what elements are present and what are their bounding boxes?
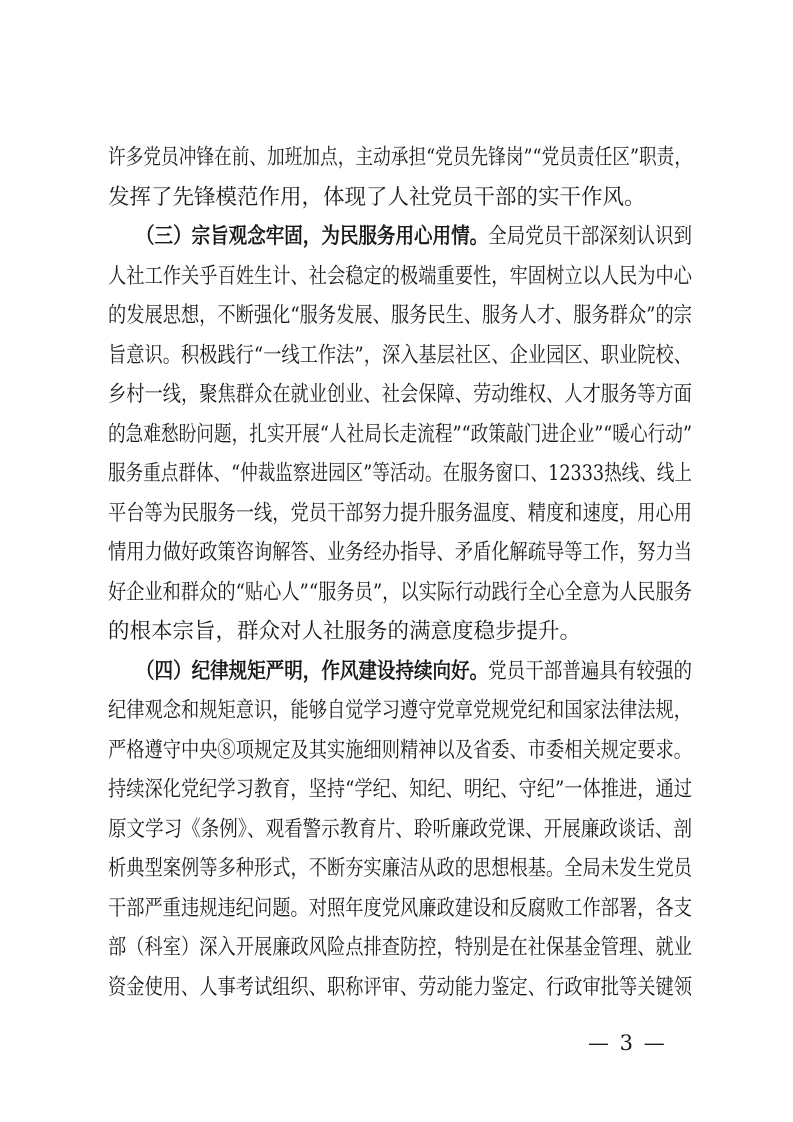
- text-span: 析典型案例等多种形式，不断夯实廉洁从政的思想根基。全局未发生党员: [108, 856, 692, 881]
- text-span: 干部严重违规违纪问题。对照年度党风廉政建设和反腐败工作部署，各支: [108, 895, 692, 921]
- text-line: [108, 257, 692, 297]
- text-line: [108, 691, 692, 731]
- text-line: [108, 296, 692, 336]
- text-line: [108, 494, 692, 534]
- page-number: — 3 —: [588, 1031, 667, 1055]
- text-span: 严格遵守中央⑧项规定及其实施细则精神以及省委、市委相关规定要求。: [108, 737, 692, 763]
- text-span: 原文学习《条例》、观看警示教育片、聆听廉政党课、开展廉政谈话、剖: [108, 816, 693, 842]
- text-line: [108, 928, 692, 968]
- text-line: [108, 612, 692, 652]
- text-span: 的急难愁盼问题，扎实开展“人社局长走流程”“政策敲门进企业”“暖心行动”: [108, 421, 692, 447]
- text-line: [108, 178, 692, 218]
- heading-line-content: [136, 217, 692, 257]
- text-line: [108, 968, 692, 1008]
- text-span: 许多党员冲锋在前、加班加点，主动承担“党员先锋岗”“党员责任区”职责，: [108, 145, 693, 170]
- text-line: [108, 849, 692, 889]
- text-line: [108, 454, 692, 494]
- text-span: 情用力做好政策咨询解答、业务经办指导、矛盾化解疏导等工作，努力当: [108, 540, 692, 565]
- text-line: [108, 731, 692, 771]
- text-span: 党员干部普遍具有较强的: [488, 658, 693, 684]
- section-heading-line: [108, 217, 692, 257]
- text-span: 全局党员干部深刻认识到: [488, 224, 693, 249]
- text-span: 好企业和群众的“贴心人”“服务员”，以实际行动践行全心全意为人民服务: [108, 579, 692, 605]
- text-line: [108, 375, 692, 415]
- text-line: [108, 336, 692, 376]
- text-span: 乡村一线，聚焦群众在就业创业、社会保障、劳动维权、人才服务等方面: [108, 382, 692, 407]
- text-span: 的发展思想，不断强化“服务发展、服务民生、服务人才、服务群众”的宗: [108, 303, 692, 328]
- text-span: 持续深化党纪学习教育，坚持“学纪、知纪、明纪、守纪”一体推进，通过: [108, 777, 692, 802]
- heading-line-content: [136, 652, 692, 692]
- text-line: [108, 770, 692, 810]
- text-span: 的根本宗旨，群众对人社服务的满意度稳步提升。: [108, 619, 582, 644]
- text-line: [108, 810, 692, 850]
- text-line: [108, 889, 692, 929]
- section-heading: （四）纪律规矩严明，作风建设持续向好。: [136, 658, 489, 684]
- text-span: 资金使用、人事考试组织、职称评审、劳动能力鉴定、行政审批等关键领: [108, 974, 692, 1000]
- text-span: 旨意识。积极践行“一线工作法”，深入基层社区、企业园区、职业院校、: [108, 342, 692, 368]
- text-span: 平台等为民服务一线，党员干部努力提升服务温度、精度和速度，用心用: [108, 500, 692, 526]
- document-body: [108, 138, 692, 1007]
- text-line: [108, 138, 692, 178]
- section-heading: （三）宗旨观念牢固，为民服务用心用情。: [136, 224, 489, 249]
- text-span: 人社工作关乎百姓生计、社会稳定的极端重要性，牢固树立以人民为中心: [108, 263, 692, 289]
- text-span: 纪律观念和规矩意识，能够自觉学习遵守党章党规党纪和国家法律法规，: [108, 698, 692, 723]
- section-heading-line: [108, 652, 692, 692]
- text-line: [108, 533, 692, 573]
- text-span: 发挥了先锋模范作用，体现了人社党员干部的实干作风。: [108, 184, 646, 210]
- text-span: 服务重点群体、“仲裁监察进园区”等活动。在服务窗口、12333热线、线上: [108, 461, 693, 486]
- text-line: [108, 573, 692, 613]
- text-line: [108, 415, 692, 455]
- text-span: 部（科室）深入开展廉政风险点排查防控，特别是在社保基金管理、就业: [108, 935, 692, 960]
